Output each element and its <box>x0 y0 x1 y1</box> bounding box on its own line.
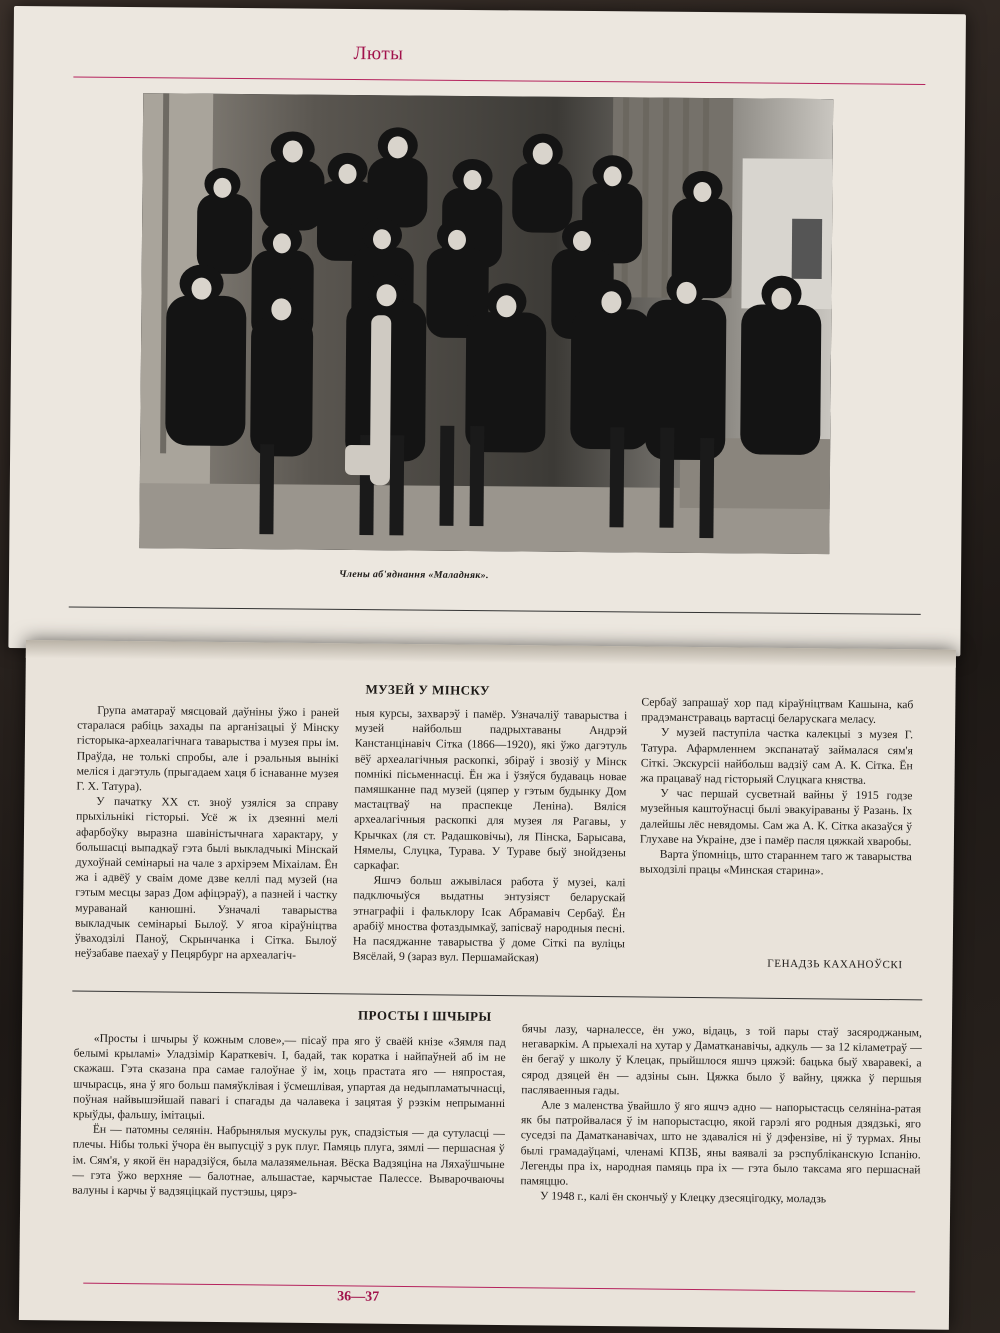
paragraph: Сербаў запрашаў хор пад кіраўніцтвам Кашына, каб прадэманстраваць вартасці беларускага меласу. <box>641 695 914 727</box>
footer-rule <box>83 1283 915 1293</box>
paragraph: ныя курсы, захварэў і памёр. Узначаліў таварыства і музей найбольш падрыхтаваны Андрэй Канстанцінавіч Сітка (1866—1920), які ўжо дагэтуль вёў археалагічныя раскопкі, збіраў і звозіў у Мінск помнікі пісьменнасці. Ён жа і ўзяўся будаваць новае памяшканне пад музей (цяпер у гэтым будынку Дом мастацтваў на праспекце Леніна). Вяліся археалагічныя раскопкі для музея ля Рагавы, у Крычках (ля ст. Радашковічы), ля Пінска, Барысава, Нямелы, Слуцка, Турава. У Тураве быў знойдзены саркафаг. <box>353 706 628 872</box>
header-rule <box>73 77 925 85</box>
paragraph: Група аматараў мясцовай даўніны ўжо і раней старалася рабіць захады па арганізацыі ў Мінску гісторыка-археалагічнага таварыства і музея пры ім. Праўда, не толькі спробы, але і рэальныя вынікі меліся і дагэтуль (прыгадаем хаця б існаванне музея Г. Х. Татура). <box>76 703 340 794</box>
article-title-museum: МУЗЕЙ У МІНСКУ <box>365 681 491 698</box>
paragraph: Варта ўпомніць, што стараннем таго ж таварыства выходзілі працы «Минская старина». <box>639 847 912 878</box>
group-photo-illustration <box>139 93 833 554</box>
paragraph: У музей паступіла частка калекцыі з музея Г. Татура. Афармленнем экспанатаў займалася сям'я Сіткі. Экскурсіі найбольш вадзіў сам А. К. Сітка. Ён жа працаваў над гісторыяй Слуцкага княства. <box>640 726 914 787</box>
paragraph: У 1948 г., калі ён скончыў у Клецку дзесяцігодку, моладзь <box>540 1189 827 1206</box>
group-photo <box>139 93 833 554</box>
paragraph: Але з маленства ўвайшло ў яго яшчэ адно — напорыстасць селяніна-ратая як бы патройвалася ў ім напорыстасцю, якой гарэлі яго родныя дзядзькі, яго суседзі па Даматканавічах, што не здаваліся ні ў дэфензіве, ні ў турмах. Яны былі грамадаўцамі, членамі КПЗБ, яны ваявалі за рэспубліканскую Іспанію. Легенды пра іх, народная памяць пра іх — гэта было таксама яго першаснай памяццю. <box>520 1098 922 1188</box>
bottom-rule <box>69 607 921 615</box>
museum-column-3 <box>640 694 914 879</box>
paragraph: У пачатку XX ст. зноў узяліся за справу прыхільнікі гісторыі. Усё ж іх дзеянні мелі афарбоўку выразна шавіністычнага характару, у большасці выпадкаў гэта былі выкладчыкі Мінскай духоўнай семінарыі на чале з архірэем Міхаілам. Ён жа і адвёў у сваім доме дзве келлі пад музей (на гэтым месцы зараз Дом афіцэраў), а пазней і частку мураванай канюшні. Узначалі таварыства выкладчык семінарыі Былоў. У ягоа кіраўніцтва ўваходзілі Паноў, Скрынчанка і Сітка. Былоў неўзабаве паехаў у Пецярбург на археалагіч- <box>74 794 339 963</box>
article-title-second: ПРОСТЫ І ШЧЫРЫ <box>358 1007 492 1024</box>
upper-page <box>8 6 966 656</box>
page-numbers: 36—37 <box>337 1289 380 1305</box>
section-divider <box>72 991 922 1001</box>
paragraph: бячы лазу, чарналессе, ён ужо, відаць, з той пары стаў засяроджаным, негаваркім. А прыехалі на хутар у Даматканавічы, адкуль — за 12 кіламетраў — ён бегаў у школу ў Клецак, прыйшлося яшчэ цяжэй: бацька быў хваравекі, а сярод дзяцей ён — адзіны сын. Цяжка было ў вайну, цяжка ў першыя пасляваенныя гады. <box>521 1022 923 1098</box>
article-author: ГЕНАДЗЬ КАХАНОЎСКІ <box>767 957 903 972</box>
museum-column-1 <box>75 703 340 964</box>
museum-column-2 <box>353 705 628 966</box>
photo-caption: Члены аб'яднання «Маладняк». <box>339 568 489 582</box>
paragraph: У час першай сусветнай вайны ў 1915 годзе музейныя каштоўнасці былі эвакуіраваны ў Разань. Іх далейшы лёс невядомы. Сам жа А. К. Сітка аказаўся ў Глухаве на Украіне, дзе і памёр пасля цяжкай хваробы. <box>639 786 913 849</box>
lower-page <box>19 640 956 1330</box>
second-column-1 <box>72 1031 506 1203</box>
paragraph: Яшчэ больш ажывілася работа ў музеі, калі падключыўся выдатны энтузіяст беларускай этнаграфіі і фальклору Ісак Абрамавіч Сербаў. Ён арабіў мноства фотаздымкаў, запісваў народныя песні. На пасяджанне таварыства ў доме Сіткі па вуліцы Вясёлай, 9 (зараз вул. Першамайская) <box>352 873 626 965</box>
paragraph: Ён — патомны селянін. Набрынялыя мускулы рук, спадзістыя — да сутуласці — плечы. Нібы толькі ўчора ён выпусціў з рук плуг. Памяць плуга, зямлі — першасная ў ім. Сям'я, у якой ён нарадзіўся, была малазямельная. Вёска Вадзяціна на Ляхаўшчыне — гэта ўжо верхняе — балотнае, альшастае, карчыстае Палессе. Выварочваючы валуны і карчы ў вадзяціцкай пустэшы, цярэ- <box>72 1122 505 1199</box>
second-column-2 <box>520 1021 922 1208</box>
paragraph: «Просты і шчыры ў кожным слове»,— пісаў пра яго ў сваёй кнізе «Зямля пад белымі крыламі» Уладзімір Караткевіч. І, бадай, так коратка і найпаўней аб ім не скажаш. Гэта сказана пра самае галоўнае ў ім, хоць прастата яго — няпростая, шчырасць, яна ў яго больш памяўклівая і ўсмешлівая, упартая да недыпламатычнасці, поўная найвышэйшай павагі і спагады да чалавека і зацятая ў рэзкім непрыманні крыўды, фальшу, імітацыі. <box>72 1031 506 1122</box>
running-head: Люты <box>353 42 404 65</box>
